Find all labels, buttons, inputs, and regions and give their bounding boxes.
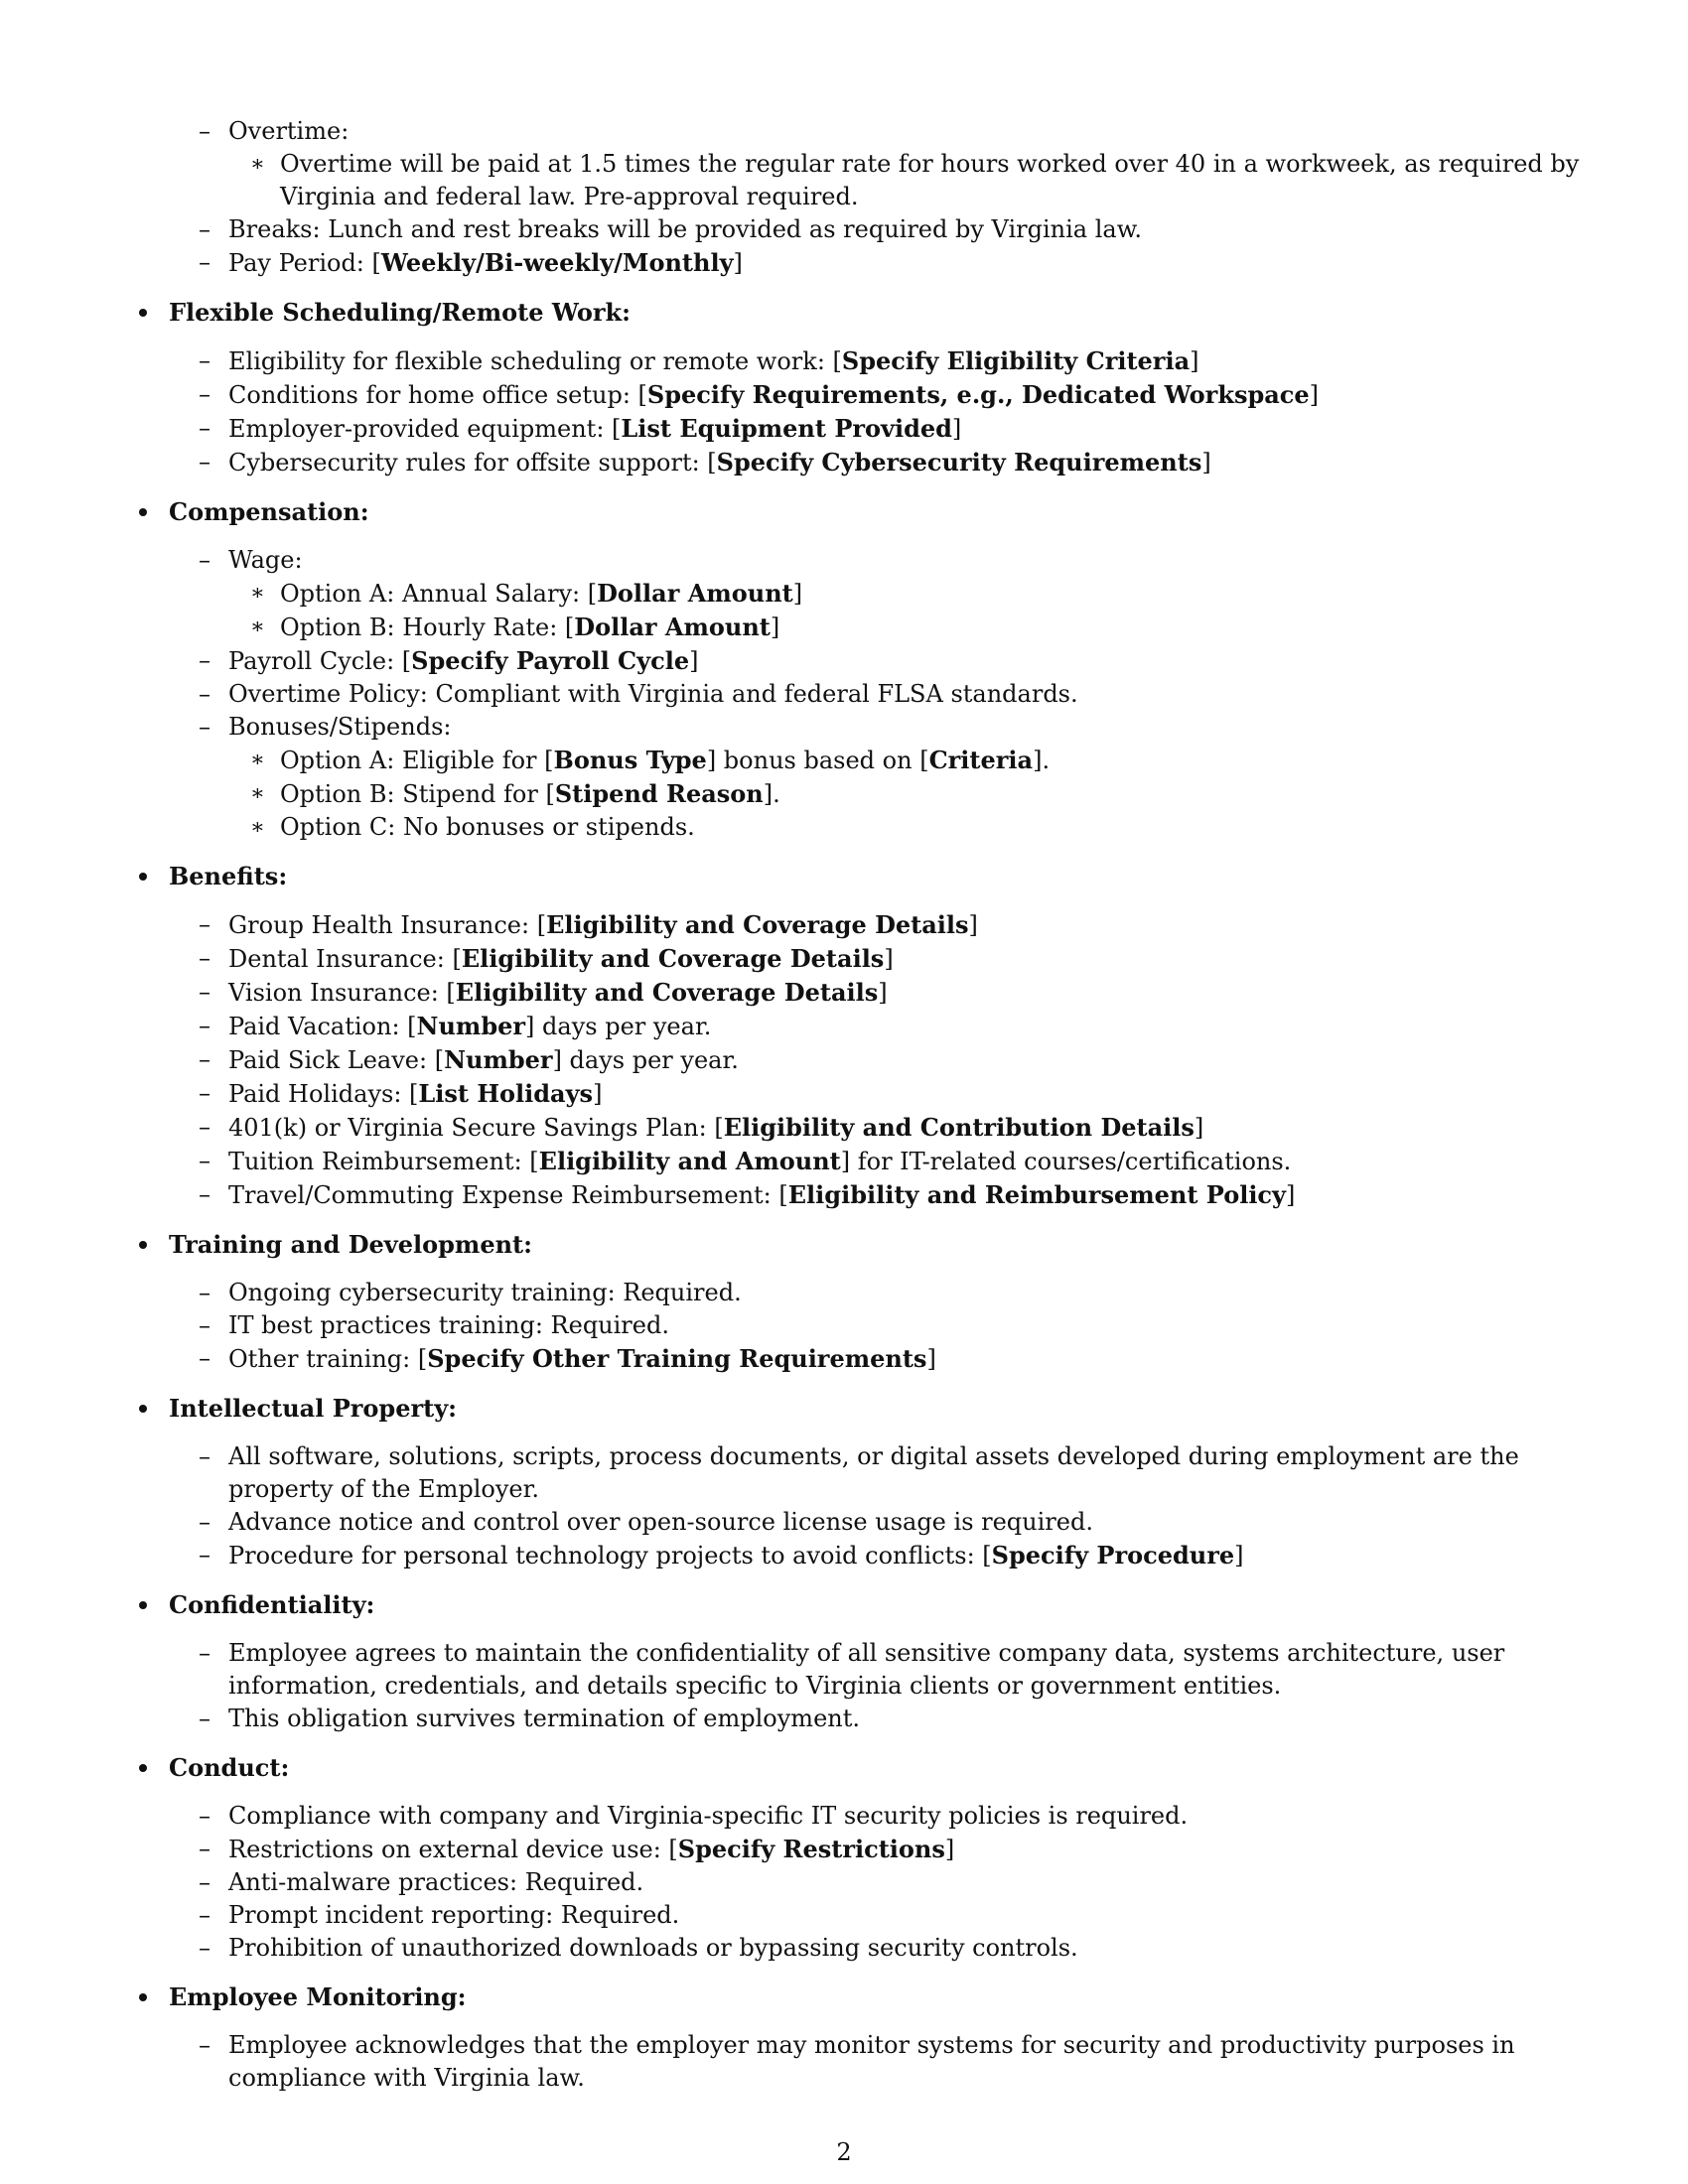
text-run: ]: [1309, 381, 1320, 409]
list-item: [129, 344, 1591, 378]
placeholder-field-text: Number: [416, 1012, 526, 1040]
text-run: ]: [878, 979, 888, 1007]
dash-bullet-icon: –: [199, 346, 211, 374]
placeholder-field-text: Eligibility and Reimbursement Policy: [787, 1180, 1286, 1209]
placeholder-field-text: Specify Payroll Cycle: [411, 646, 690, 675]
list-item: [129, 1932, 1591, 1965]
asterisk-bullet-icon: ∗: [250, 614, 265, 639]
text-run: Employee agrees to maintain the confidentiality of all sensitive company data, systems architecture, user information, credentials, and details specific to Virginia clients or government entities.: [228, 1639, 1505, 1700]
text-run: 401(k) or Virginia Secure Savings Plan: [: [228, 1114, 724, 1142]
text-run: Employee acknowledges that the employer may monitor systems for security and productivity purposes in compliance with Virginia law.: [228, 2031, 1515, 2092]
list-item-text: [228, 1181, 1295, 1209]
section-title: Confidentiality:: [169, 1590, 375, 1619]
section: [129, 1228, 1591, 1376]
document-content: [129, 99, 1591, 2095]
dash-bullet-icon: –: [199, 248, 211, 276]
list-item: [129, 446, 1591, 479]
dash-bullet-icon: –: [199, 1705, 211, 1732]
asterisk-bullet-icon: ∗: [250, 581, 265, 606]
placeholder-field-text: List Equipment Provided: [621, 414, 952, 443]
list-item: [129, 908, 1591, 942]
section: [129, 495, 1591, 844]
list-item: [129, 378, 1591, 412]
text-run: Paid Sick Leave: [: [228, 1046, 445, 1074]
list-item: [129, 213, 1591, 246]
list-item-text: [228, 415, 961, 443]
list-item-text: [228, 1442, 1519, 1503]
sub-list-item: [228, 611, 1591, 644]
sub-list-item-text: [280, 747, 1050, 774]
list-item: [129, 711, 1591, 844]
list-item: [129, 1637, 1591, 1703]
placeholder-field-text: Specify Procedure: [991, 1541, 1235, 1570]
list-item-text: [228, 1901, 679, 1929]
text-run: Wage:: [228, 546, 303, 574]
asterisk-bullet-icon: ∗: [250, 152, 265, 177]
sub-list: [228, 148, 1591, 213]
text-run: Group Health Insurance: [: [228, 911, 547, 939]
text-run: ].: [1033, 747, 1051, 774]
sub-list-item: [228, 777, 1591, 811]
section: [129, 296, 1591, 479]
section: [129, 1980, 1591, 2095]
section-items: [129, 1277, 1591, 1376]
text-run: Option A: Annual Salary: [: [280, 580, 598, 608]
bullet-dot-icon: [139, 1405, 147, 1413]
list-item-text: [228, 945, 894, 973]
placeholder-field-text: Dollar Amount: [574, 613, 771, 641]
text-run: Vision Insurance: [: [228, 979, 456, 1007]
asterisk-bullet-icon: ∗: [250, 781, 265, 806]
placeholder-field-text: Eligibility and Contribution Details: [723, 1113, 1195, 1142]
list-item: [129, 1833, 1591, 1866]
placeholder-field-text: Eligibility and Coverage Details: [461, 944, 885, 973]
text-run: Overtime Policy: Compliant with Virginia and federal FLSA standards.: [228, 680, 1078, 708]
section-items: [129, 1440, 1591, 1572]
text-run: ]: [593, 1080, 603, 1108]
dash-bullet-icon: –: [199, 1802, 211, 1830]
list-item-text: [228, 1542, 1244, 1570]
dash-bullet-icon: –: [199, 1868, 211, 1896]
placeholder-field-text: Eligibility and Amount: [538, 1147, 841, 1175]
text-run: This obligation survives termination of employment.: [228, 1705, 860, 1732]
placeholder-field-text: Eligibility and Coverage Details: [455, 978, 879, 1007]
bullet-dot-icon: [139, 508, 147, 516]
section-heading: [129, 1751, 1591, 1784]
section-title: Benefits:: [169, 862, 288, 890]
dash-bullet-icon: –: [199, 1835, 211, 1862]
text-run: ]: [951, 415, 962, 443]
text-run: Overtime will be paid at 1.5 times the regular rate for hours worked over 40 in a workweek, as required by Virginia and federal law. Pre-approval required.: [280, 150, 1580, 210]
sub-list: [228, 744, 1591, 844]
placeholder-field-text: Specify Eligibility Criteria: [841, 346, 1191, 375]
dash-bullet-icon: –: [199, 1442, 211, 1470]
text-run: Restrictions on external device use: [: [228, 1836, 678, 1863]
list-item: [129, 412, 1591, 446]
list-item: [129, 1899, 1591, 1932]
list-item-text: [228, 1148, 1291, 1175]
dash-bullet-icon: –: [199, 1541, 211, 1569]
list-item-text: [228, 1311, 669, 1339]
section-heading: [129, 495, 1591, 528]
section-title: Flexible Scheduling/Remote Work:: [169, 298, 631, 327]
text-run: ] days per year.: [552, 1046, 739, 1074]
text-run: ]: [884, 945, 894, 973]
text-run: ] days per year.: [525, 1013, 712, 1040]
placeholder-field-text: Weekly/Bi-weekly/Monthly: [380, 248, 734, 277]
placeholder-field-text: Eligibility and Coverage Details: [546, 910, 969, 939]
dash-bullet-icon: –: [199, 1180, 211, 1208]
dash-bullet-icon: –: [199, 1901, 211, 1929]
text-run: ] bonus based on [: [706, 747, 929, 774]
text-run: Conditions for home office setup: [: [228, 381, 647, 409]
list-item: [129, 246, 1591, 280]
dash-bullet-icon: –: [199, 910, 211, 938]
text-run: Option B: Hourly Rate: [: [280, 614, 575, 641]
text-run: ]: [792, 580, 803, 608]
list-item-text: [228, 1705, 860, 1732]
bullet-dot-icon: [139, 1601, 147, 1609]
list-item-text: [228, 1080, 602, 1108]
dash-bullet-icon: –: [199, 1045, 211, 1073]
placeholder-field-text: Specify Requirements, e.g., Dedicated Workspace: [646, 380, 1310, 409]
dash-bullet-icon: –: [199, 1012, 211, 1039]
bullet-dot-icon: [139, 1764, 147, 1772]
text-run: Other training: [: [228, 1345, 428, 1373]
text-run: Compliance with company and Virginia-specific IT security policies is required.: [228, 1802, 1189, 1830]
list-item-text: [228, 117, 349, 145]
list-item: [129, 2029, 1591, 2095]
sub-list-item-text: [280, 150, 1579, 210]
text-run: Cybersecurity rules for offsite support: [: [228, 449, 717, 477]
text-run: Bonuses/Stipends:: [228, 713, 452, 741]
list-item: [129, 1342, 1591, 1376]
dash-bullet-icon: –: [199, 1311, 211, 1339]
text-run: Breaks: Lunch and rest breaks will be provided as required by Virginia law.: [228, 215, 1143, 243]
list-item-text: [228, 713, 451, 741]
bullet-dot-icon: [139, 1993, 147, 2001]
list-item-text: [228, 449, 1211, 477]
list-item-text: [228, 1802, 1188, 1830]
section-heading: [129, 1588, 1591, 1621]
text-run: Prompt incident reporting: Required.: [228, 1901, 680, 1929]
section-items: [129, 2029, 1591, 2095]
bullet-dot-icon: [139, 1241, 147, 1249]
section: [129, 1588, 1591, 1735]
section-items: [129, 544, 1591, 844]
text-run: Travel/Commuting Expense Reimbursement: [: [228, 1181, 788, 1209]
section-list: [129, 296, 1591, 2095]
list-item: [129, 1145, 1591, 1178]
dash-bullet-icon: –: [199, 1113, 211, 1141]
list-item: [129, 1178, 1591, 1212]
list-item: [129, 644, 1591, 678]
list-item: [129, 544, 1591, 644]
placeholder-field-text: Criteria: [928, 746, 1034, 774]
dash-bullet-icon: –: [199, 1147, 211, 1174]
sub-list-item-text: [280, 580, 802, 608]
placeholder-field-text: Number: [444, 1045, 553, 1074]
list-item: [129, 1111, 1591, 1145]
dash-bullet-icon: –: [199, 646, 211, 674]
placeholder-field-text: Specify Restrictions: [677, 1835, 945, 1863]
list-item: [129, 1800, 1591, 1833]
dash-bullet-icon: –: [199, 713, 211, 741]
dash-bullet-icon: –: [199, 117, 211, 145]
text-run: ]: [1194, 1114, 1204, 1142]
text-run: ].: [763, 780, 780, 808]
list-item: [129, 1539, 1591, 1572]
section-title: Intellectual Property:: [169, 1394, 457, 1423]
text-run: Paid Vacation: [: [228, 1013, 417, 1040]
text-run: IT best practices training: Required.: [228, 1311, 669, 1339]
asterisk-bullet-icon: ∗: [250, 748, 265, 772]
dash-bullet-icon: –: [199, 2031, 211, 2059]
sub-list-item-text: [280, 780, 780, 808]
section: [129, 860, 1591, 1212]
list-item-text: [228, 546, 303, 574]
section: [129, 1392, 1591, 1572]
list-item-text: [228, 1345, 936, 1373]
bullet-dot-icon: [139, 873, 147, 881]
dash-bullet-icon: –: [199, 414, 211, 442]
section-heading: [129, 1392, 1591, 1425]
text-run: ]: [944, 1836, 955, 1863]
list-item: [129, 1703, 1591, 1735]
list-item-text: [228, 1868, 643, 1896]
list-item-text: [228, 1639, 1504, 1700]
list-item: [129, 1440, 1591, 1506]
sub-list-item: [228, 811, 1591, 844]
list-item-text: [228, 647, 698, 675]
list-item-text: [228, 215, 1142, 243]
placeholder-field-text: Specify Other Training Requirements: [427, 1344, 927, 1373]
list-item-text: [228, 1508, 1093, 1536]
text-run: Prohibition of unauthorized downloads or bypassing security controls.: [228, 1934, 1078, 1962]
list-item: [129, 678, 1591, 711]
list-item: [129, 976, 1591, 1010]
text-run: ]: [733, 249, 743, 277]
list-item: [129, 1043, 1591, 1077]
sub-list-item: [228, 148, 1591, 213]
list-item: [129, 115, 1591, 213]
dash-bullet-icon: –: [199, 978, 211, 1006]
list-item: [129, 1277, 1591, 1309]
text-run: Employer-provided equipment: [: [228, 415, 622, 443]
dash-bullet-icon: –: [199, 448, 211, 476]
text-run: ] for IT-related courses/certifications.: [840, 1148, 1292, 1175]
asterisk-bullet-icon: ∗: [250, 815, 265, 840]
section-items: [129, 908, 1591, 1212]
dash-bullet-icon: –: [199, 380, 211, 408]
text-run: Option A: Eligible for [: [280, 747, 554, 774]
list-item-text: [228, 979, 888, 1007]
text-run: Eligibility for flexible scheduling or remote work: [: [228, 347, 842, 375]
text-run: ]: [1234, 1542, 1244, 1570]
continued-list: [129, 115, 1591, 280]
list-item-text: [228, 1046, 739, 1074]
list-item-text: [228, 911, 978, 939]
placeholder-field-text: Bonus Type: [553, 746, 707, 774]
bullet-dot-icon: [139, 309, 147, 317]
list-item: [129, 1010, 1591, 1043]
list-item-text: [228, 680, 1078, 708]
sub-list-item: [228, 744, 1591, 777]
sub-list-item: [228, 577, 1591, 611]
text-run: Procedure for personal technology projects to avoid conflicts: [: [228, 1542, 992, 1570]
text-run: Option B: Stipend for [: [280, 780, 555, 808]
text-run: Option C: No bonuses or stipends.: [280, 813, 695, 841]
list-item-text: [228, 249, 743, 277]
text-run: ]: [1286, 1181, 1296, 1209]
dash-bullet-icon: –: [199, 1079, 211, 1107]
section-heading: [129, 1228, 1591, 1261]
placeholder-field-text: Specify Cybersecurity Requirements: [716, 448, 1202, 477]
text-run: Ongoing cybersecurity training: Required.: [228, 1279, 742, 1306]
dash-bullet-icon: –: [199, 1639, 211, 1667]
section-heading: [129, 1980, 1591, 2013]
section-title: Training and Development:: [169, 1230, 532, 1259]
sub-list-item-text: [280, 614, 779, 641]
text-run: Pay Period: [: [228, 249, 381, 277]
list-item-text: [228, 2031, 1515, 2092]
text-run: ]: [1190, 347, 1199, 375]
dash-bullet-icon: –: [199, 680, 211, 708]
text-run: ]: [770, 614, 780, 641]
list-item-text: [228, 1934, 1078, 1962]
text-run: Paid Holidays: [: [228, 1080, 419, 1108]
section: [129, 1751, 1591, 1965]
page-number: 2: [836, 2138, 852, 2166]
list-item-text: [228, 1836, 954, 1863]
section-heading: [129, 296, 1591, 329]
text-run: Advance notice and control over open-source license usage is required.: [228, 1508, 1093, 1536]
sub-list: [228, 577, 1591, 644]
list-item: [129, 1309, 1591, 1342]
list-item: [129, 1506, 1591, 1539]
list-item-text: [228, 381, 1319, 409]
text-run: ]: [926, 1345, 936, 1373]
text-run: Tuition Reimbursement: [: [228, 1148, 539, 1175]
section-title: Compensation:: [169, 497, 369, 526]
text-run: ]: [968, 911, 978, 939]
list-item: [129, 1866, 1591, 1899]
sub-list-item-text: [280, 813, 695, 841]
text-run: All software, solutions, scripts, process documents, or digital assets developed during employment are the property of the Employer.: [228, 1442, 1519, 1503]
dash-bullet-icon: –: [199, 1344, 211, 1372]
list-item-text: [228, 1013, 711, 1040]
dash-bullet-icon: –: [199, 1934, 211, 1962]
dash-bullet-icon: –: [199, 944, 211, 972]
placeholder-field-text: Dollar Amount: [597, 579, 793, 608]
dash-bullet-icon: –: [199, 215, 211, 243]
section-items: [129, 1800, 1591, 1965]
list-item: [129, 942, 1591, 976]
list-item-text: [228, 347, 1199, 375]
section-title: Conduct:: [169, 1753, 290, 1782]
dash-bullet-icon: –: [199, 546, 211, 574]
list-item-text: [228, 1114, 1203, 1142]
text-run: Anti-malware practices: Required.: [228, 1868, 644, 1896]
text-run: Dental Insurance: [: [228, 945, 462, 973]
section-items: [129, 344, 1591, 479]
dash-bullet-icon: –: [199, 1279, 211, 1306]
dash-bullet-icon: –: [199, 1508, 211, 1536]
placeholder-field-text: List Holidays: [418, 1079, 594, 1108]
text-run: ]: [689, 647, 699, 675]
text-run: Overtime:: [228, 117, 350, 145]
list-item-text: [228, 1279, 742, 1306]
text-run: ]: [1201, 449, 1211, 477]
section-title: Employee Monitoring:: [169, 1982, 467, 2011]
section-items: [129, 1637, 1591, 1735]
section-heading: [129, 860, 1591, 892]
placeholder-field-text: Stipend Reason: [554, 779, 764, 808]
text-run: Payroll Cycle: [: [228, 647, 412, 675]
list-item: [129, 1077, 1591, 1111]
